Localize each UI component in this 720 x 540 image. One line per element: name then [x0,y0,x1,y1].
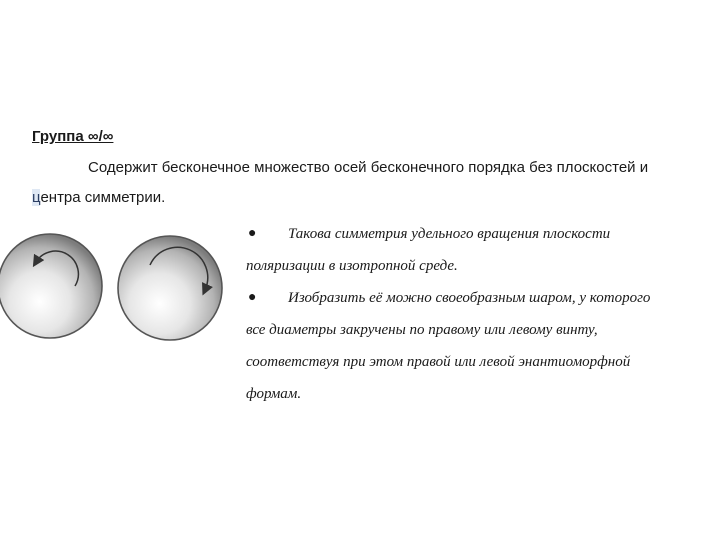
list-item-line: соответствуя при этом правой или левой энантиоморфной [246,354,631,370]
list-item-lead: Такова симметрия удельного вращения плоскости [288,226,611,242]
selected-character: ц [32,189,41,206]
paragraph-line-2 [32,189,165,207]
bullet-icon: ● [248,226,257,241]
paragraph-line-2-text: ентра симметрии. [40,189,166,206]
list-item-line: формам. [246,386,302,402]
right-sphere-icon [118,236,222,340]
section-heading: Группа ∞/∞ [32,128,114,145]
list-item-line: все диаметры закручены по правому или левому винту, [246,322,598,338]
list-item-lead: Изобразить её можно своеобразным шаром, у которого [288,290,651,306]
bullet-icon: ● [248,290,257,305]
list-item-line: поляризации в изотропной среде. [246,258,458,274]
paragraph-line-1: Содержит бесконечное множество осей бесконечного порядка без плоскостей и [88,159,649,176]
spheres-figure [0,230,240,350]
bullet-list [246,218,720,410]
left-sphere-icon [0,234,102,338]
list-item [246,282,720,410]
list-item [246,218,720,282]
